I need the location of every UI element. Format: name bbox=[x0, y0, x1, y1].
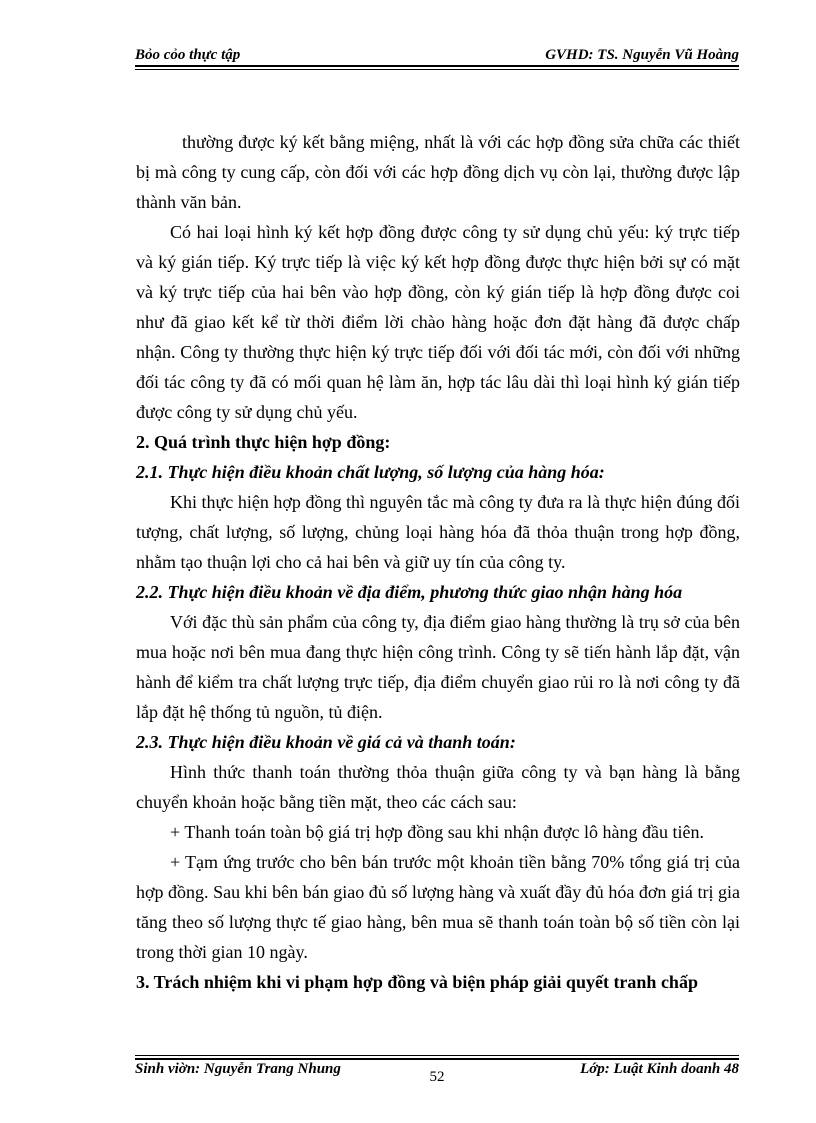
paragraph-payment-methods: Hình thức thanh toán thường thỏa thuận giữa công ty và bạn hàng là bằng chuyển khoản hoặc bằng tiền mặt, theo các cách sau: bbox=[136, 762, 740, 812]
paragraph-contract-signing-types: Có hai loại hình ký kết hợp đồng được công ty sử dụng chủ yếu: ký trực tiếp và ký gián tiếp. Ký trực tiếp là việc ký kết hợp đồng được thực hiện bởi sự có mặt và ký trực tiếp của hai bên vào hợp đồng, còn ký gián tiếp là hợp đồng được coi như đã giao kết kể từ thời điểm lời chào hàng hoặc đơn đặt hàng đã được chấp nhận. Công ty thường thực hiện ký trực tiếp đối với đối tác mới, còn đối với những đối tác công ty đã có mối quan hệ làm ăn, hợp tác lâu dài thì loại hình ký gián tiếp được công ty sử dụng chủ yếu. bbox=[136, 222, 740, 422]
header-right-text: GVHD: TS. Nguyễn Vũ Hoàng bbox=[545, 47, 739, 63]
page-number: 52 bbox=[429, 1069, 445, 1085]
paragraph-delivery-location: Với đặc thù sản phẩm của công ty, địa điểm giao hàng thường là trụ sở của bên mua hoặc nơi bên mua đang thực hiện công trình. Công ty sẽ tiến hành lắp đặt, vận hành để kiểm tra chất lượng trực tiếp, địa điểm chuyển giao rủi ro là nơi công ty đã lắp đặt hệ thống tủ nguồn, tủ điện. bbox=[136, 612, 740, 722]
header-rule-thin bbox=[135, 69, 739, 70]
heading-section-2-3: 2.3. Thực hiện điều khoản về giá cả và thanh toán: bbox=[136, 732, 516, 752]
footer-student-name: Sinh viờn: Nguyễn Trang Nhung bbox=[135, 1061, 341, 1077]
paragraph-quality-quantity: Khi thực hiện hợp đồng thì nguyên tắc mà công ty đưa ra là thực hiện đúng đối tượng, chất lượng, số lượng, chủng loại hàng hóa đã thỏa thuận trong hợp đồng, nhằm tạo thuận lợi cho cả hai bên và giữ uy tín của công ty. bbox=[136, 492, 740, 572]
heading-section-2: 2. Quá trình thực hiện hợp đồng: bbox=[136, 432, 391, 452]
heading-section-2-2: 2.2. Thực hiện điều khoản về địa điểm, phương thức giao nhận hàng hóa bbox=[136, 582, 683, 602]
heading-section-2-1: 2.1. Thực hiện điều khoản chất lượng, số lượng của hàng hóa: bbox=[136, 462, 605, 482]
header-rule-thick bbox=[135, 65, 739, 67]
footer-rule-thick bbox=[135, 1058, 739, 1060]
footer-rule-thin bbox=[135, 1055, 739, 1056]
paragraph-payment-option-2: + Tạm ứng trước cho bên bán trước một khoản tiền bằng 70% tổng giá trị của hợp đồng. Sau khi bên bán giao đủ số lượng hàng và xuất đầy đủ hóa đơn giá trị gia tăng theo số lượng thực tế giao hàng, bên mua sẽ thanh toán toàn bộ số tiền còn lại trong thời gian 10 ngày. bbox=[136, 852, 740, 962]
footer-class-name: Lớp: Luật Kinh doanh 48 bbox=[580, 1061, 739, 1077]
header-left-text: Bỏo cỏo thực tập bbox=[135, 47, 241, 63]
paragraph-payment-option-1: + Thanh toán toàn bộ giá trị hợp đồng sau khi nhận được lô hàng đầu tiên. bbox=[170, 822, 705, 842]
paragraph-continuation: thường được ký kết bằng miệng, nhất là với các hợp đồng sửa chữa các thiết bị mà công ty cung cấp, còn đối với các hợp đồng dịch vụ còn lại, thường được lập thành văn bản. bbox=[136, 132, 740, 212]
heading-section-3: 3. Trách nhiệm khi vi phạm hợp đồng và biện pháp giải quyết tranh chấp bbox=[136, 972, 698, 992]
document-body bbox=[136, 127, 740, 997]
page-footer bbox=[135, 1061, 739, 1091]
